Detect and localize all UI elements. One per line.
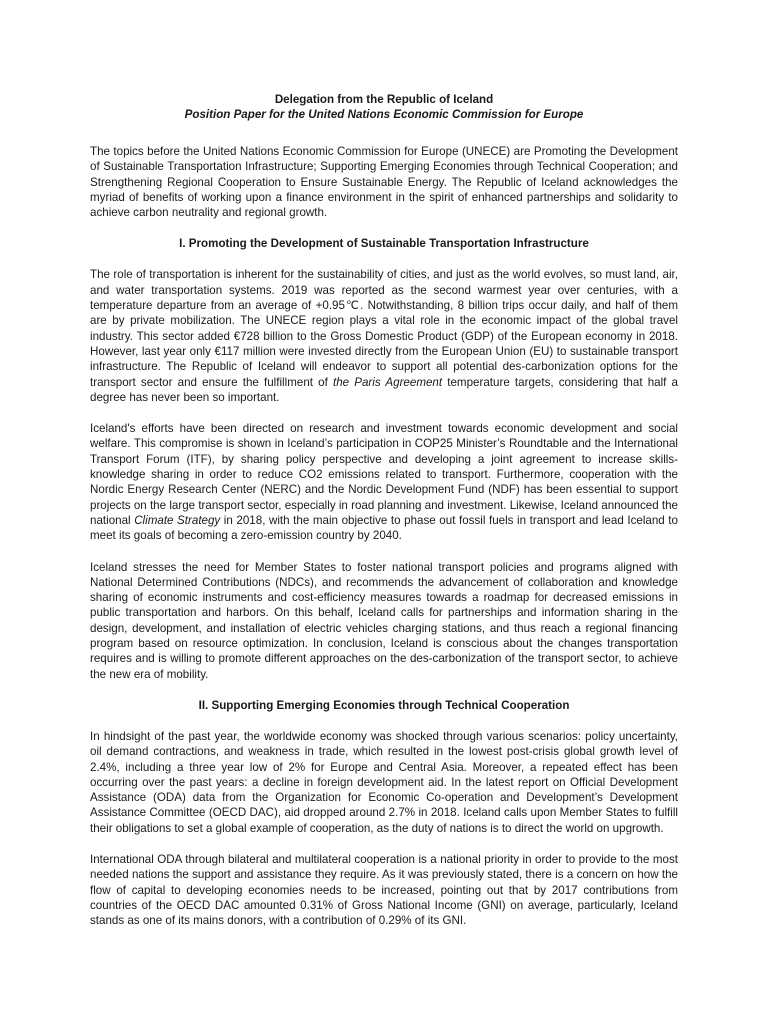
- section-2-paragraph-2: International ODA through bilateral and multilateral cooperation is a national priority in order to provide to the most needed nations the support and assistance they require. As it was previously stated, there is a concern on how the flow of capital to developing economies needs to be increased, pointing out that by 2017 contributions from countries of the OECD DAC amounted 0.31% of Gross National Income (GNI) on average, particularly, Iceland stands as one of its mains donors, with a contribution of 0.29% of its GNI.: [90, 852, 678, 928]
- paris-agreement-emphasis: the Paris Agreement: [332, 375, 443, 389]
- intro-paragraph: The topics before the United Nations Economic Commission for Europe (UNECE) are Promoting the Development of Sustainable Transportation Infrastructure; Supporting Emerging Economies through Technical Cooperation; and Strengthening Regional Cooperation to Ensure Sustainable Energy. The Republic of Iceland acknowledges the myriad of benefits of working upon a finance environment in the spirit of enhanced partnerships and solidarity to achieve carbon neutrality and regional growth.: [90, 145, 678, 220]
- document-subtitle: Position Paper for the United Nations Economic Commission for Europe: [184, 108, 584, 121]
- section-1-paragraph-3: Iceland stresses the need for Member States to foster national transport policies and programs aligned with National Determined Contributions (NDCs), and recommends the advancement of collaboration and knowledge sharing of economic instruments and cost-efficiency measures towards a roadmap for decreased emissions in public transportation and harbors. On this behalf, Iceland calls for partnerships and information sharing in the design, development, and installation of electric vehicles charging stations, and thus reach a regional financing program based on resource optimization. In conclusion, Iceland is conscious about the changes transportation requires and is willing to promote different approaches on the des-carbonization of the transport sector, to achieve the new era of mobility.: [90, 560, 678, 681]
- section-1-paragraph-2: Iceland's efforts have been directed on research and investment towards economic development and social welfare. This compromise is shown in Iceland’s participation in COP25 Minister’s Roundtable and the International Transport Forum (ITF), by sharing policy perspective and developing a joint agreement to increase skills-knowledge sharing in order to reduce CO2 emissions related to transport. Furthermore, cooperation with the Nordic Energy Research Center (NERC) and the Nordic Development Fund (NDF) has been essential to support projects on the large transport sector, especially in road planning and investment. Likewise, Iceland announced the national Climate Strategy in 2018, with the main objective to phase out fossil fuels in transport and lead Iceland to meet its goals of becoming a zero-emission country by 2040.: [90, 422, 678, 543]
- section-2-paragraph-1: In hindsight of the past year, the worldwide economy was shocked through various scenarios: policy uncertainty, oil demand contractions, and weakness in trade, which resulted in the lowest post-crisis global growth level of 2.4%, including a three year low of 2% for Europe and Central Asia. Moreover, a repeated effect has been occurring over the past years: a decline in foreign development aid. In the latest report on Official Development Assistance (ODA) data from the Organization for Economic Co-operation and Development’s Development Assistance Committee (OECD DAC), aid dropped around 2.7% in 2018. Iceland calls upon Member States to fulfill their obligations to set a global example of cooperation, as the duty of nations is to direct the world on upgrowth.: [90, 729, 678, 835]
- section-1-title: I. Promoting the Development of Sustainable Transportation Infrastructure: [179, 237, 589, 251]
- section-1-paragraph-1: The role of transportation is inherent for the sustainability of cities, and just as the world evolves, so must land, air, and water transportation systems. 2019 was reported as the second warmest year over centuries, with a temperature departure from an average of +0.95℃. Notwithstanding, 8 billion trips occur daily, and half of them are by private mobilization. The UNECE region plays a vital role in the economic impact of the global travel industry. This sector added €728 billion to the Gross Domestic Product (GDP) of the European economy in 2018. However, last year only €117 million were invested directly from the European Union (EU) to sustainable transport infrastructure. The Republic of Iceland will endeavor to support all potential des-carbonization options for the transport sector and ensure the fulfillment of the Paris Agreement temperature targets, considering that half a degree has never been so important.: [90, 268, 678, 404]
- document-title: Delegation from the Republic of Iceland: [274, 93, 494, 106]
- climate-strategy-emphasis: Climate Strategy: [134, 513, 221, 527]
- section-2-title: II. Supporting Emerging Economies through Technical Cooperation: [198, 698, 570, 712]
